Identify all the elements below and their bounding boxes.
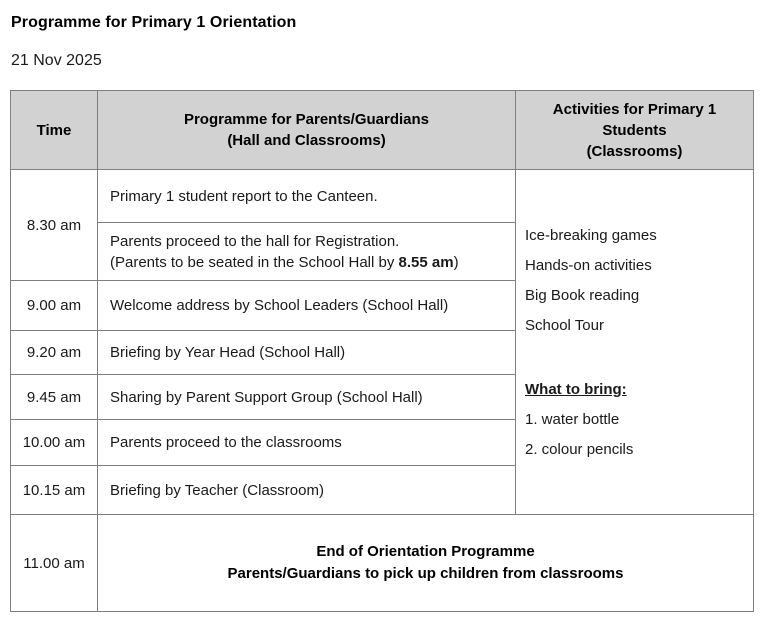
time-cell-830: 8.30 am (11, 170, 98, 281)
programme-cell-psg: Sharing by Parent Support Group (School Hall) (98, 375, 516, 420)
activity-item: Hands-on activities (525, 256, 652, 274)
header-students-activities (516, 91, 754, 170)
programme-table (10, 90, 754, 612)
header-parents-programme (98, 91, 516, 170)
time-cell-900: 9.00 am (11, 281, 98, 331)
what-to-bring-heading: What to bring: (525, 380, 627, 398)
table-header-row (11, 91, 754, 170)
header-parents-line2: (Hall and Classrooms) (227, 132, 386, 149)
registration-line2-post: ) (453, 253, 459, 271)
activity-item: School Tour (525, 316, 604, 334)
programme-cell-registration (98, 223, 516, 281)
programme-cell-teacher: Briefing by Teacher (Classroom) (98, 466, 516, 515)
programme-cell-canteen: Primary 1 student report to the Canteen. (98, 170, 516, 223)
registration-line2 (110, 252, 503, 273)
page-title: Programme for Primary 1 Orientation (11, 14, 297, 31)
end-line1: End of Orientation Programme (316, 543, 535, 560)
header-students-line2: (Classrooms) (586, 142, 683, 160)
time-cell-920: 9.20 am (11, 331, 98, 375)
programme-cell-yearhead: Briefing by Year Head (School Hall) (98, 331, 516, 375)
activity-item: Ice-breaking games (525, 226, 657, 244)
end-of-programme-cell (98, 515, 754, 612)
document-date: 21 Nov 2025 (11, 52, 102, 69)
table-row (11, 170, 754, 223)
time-cell-945: 9.45 am (11, 375, 98, 420)
time-cell-1000: 10.00 am (11, 420, 98, 466)
activities-cell (516, 170, 754, 515)
time-cell-1015: 10.15 am (11, 466, 98, 515)
registration-line2-pre: (Parents to be seated in the School Hall by (110, 253, 399, 271)
header-time: Time (11, 91, 98, 170)
end-line2: Parents/Guardians to pick up children from classrooms (227, 565, 624, 582)
programme-cell-classrooms: Parents proceed to the classrooms (98, 420, 516, 466)
registration-line2-bold-time: 8.55 am (398, 253, 454, 271)
bring-item: 2. colour pencils (525, 440, 634, 458)
activity-item: Big Book reading (525, 286, 640, 304)
bring-item: 1. water bottle (525, 410, 620, 428)
time-cell-1100: 11.00 am (11, 515, 98, 612)
table-row-final (11, 515, 754, 612)
header-parents-line1: Programme for Parents/Guardians (183, 111, 430, 128)
programme-cell-welcome: Welcome address by School Leaders (School Hall) (98, 281, 516, 331)
registration-line1: Parents proceed to the hall for Registration. (110, 232, 400, 250)
header-students-line1: Activities for Primary 1 Students (552, 100, 717, 139)
